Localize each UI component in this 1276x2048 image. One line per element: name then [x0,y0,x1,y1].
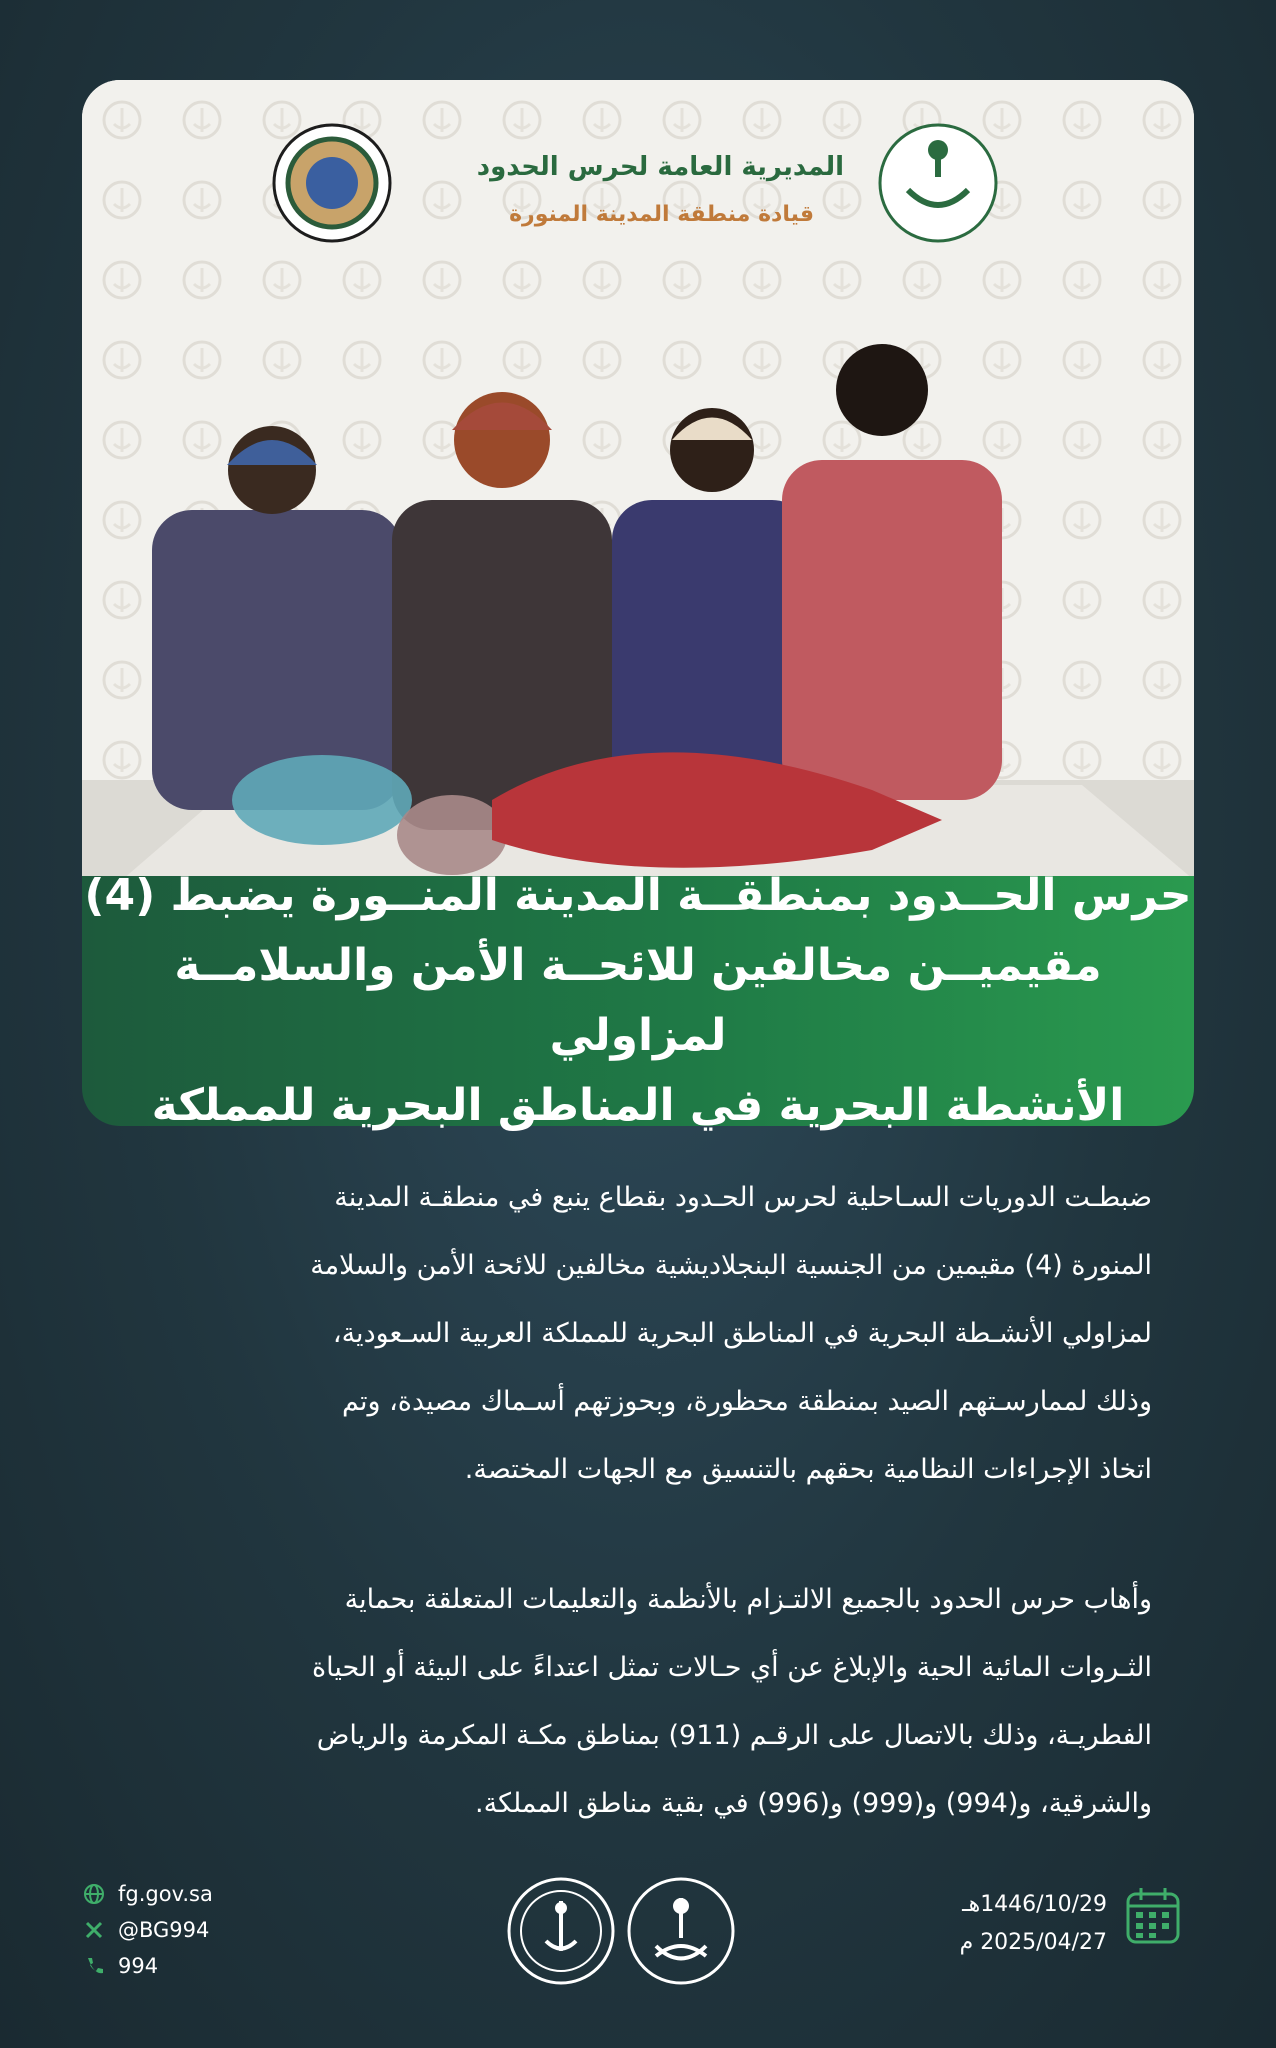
headline-line-2: مقيميــن مخالفين للائحــة الأمن والسلامــة لمزاولي [174,940,1102,1061]
phone-row[interactable] [82,1948,213,1984]
body-p1-line-4: وذلك لممارسـتهم الصيد بمنطقة محظورة، وبحوزتهم أسـماك مصيدة، وتم [341,1386,1152,1417]
website-link[interactable]: fg.gov.sa [118,1882,213,1906]
social-handle[interactable]: @BG994 [118,1918,210,1942]
border-guard-logo [274,125,390,241]
social-row[interactable] [82,1912,213,1948]
fish-bag-1 [232,755,412,845]
border-guard-emblem [506,1876,616,1986]
date-hijri: 1446/10/29هـ [962,1892,1107,1917]
headline-banner [82,870,1194,1131]
body-p1-line-3: لمزاولي الأنشـطة البحرية في المناطق البحرية للمملكة العربية السـعودية، [332,1318,1152,1349]
dates [960,1886,1107,1962]
photo-scene [82,80,1194,880]
calendar-icon [1125,1886,1181,1946]
body-p2-line-1: وأهاب حرس الحدود بالجميع الالتـزام بالأنظمة والتعليمات المتعلقة بحماية [344,1584,1152,1615]
x-icon [82,1918,106,1942]
body-p2-line-3: الفطريـة، وذلك بالاتصال على الرقـم (911) بمناطق مكـة المكرمة والرياض [316,1720,1152,1751]
date-block [881,1886,1181,1966]
phone-icon [82,1954,106,1978]
body-paragraph-1 [120,1164,1152,1504]
org-subtitle: قيادة منطقة المدينة المنورة [509,202,814,227]
body-p1-line-1: ضبطـت الدوريات السـاحلية لحرس الحـدود بقطاع ينبع في منطقـة المدينة [334,1182,1152,1213]
saudi-emblem-logo [880,125,996,241]
contact-info [82,1876,213,1984]
globe-icon [82,1882,106,1906]
headline-line-1: حرس الحــدود بمنطقــة المدينة المنــورة يضبط (4) [84,870,1192,921]
news-photo [82,80,1194,880]
body-p1-line-2: المنورة (4) مقيمين من الجنسية البنجلاديشية مخالفين للائحة الأمن والسلامة [310,1250,1152,1281]
website-row[interactable] [82,1876,213,1912]
headline-line-3: الأنشطة البحرية في المناطق البحرية للمملكة [151,1080,1125,1131]
body-p2-line-4: والشرقية، و(994) و(999) و(996) في بقية مناطق المملكة. [475,1788,1152,1819]
body-p1-line-5: اتخاذ الإجراءات النظامية بحقهم بالتنسيق مع الجهات المختصة. [464,1454,1152,1485]
org-title: المديرية العامة لحرس الحدود [476,152,844,182]
date-gregorian: 2025/04/27 م [959,1930,1107,1955]
body-p2-line-2: الثـروات المائية الحية والإبلاغ عن أي حـالات تمثل اعتداءً على البيئة أو الحياة [312,1652,1152,1683]
body-paragraph-2 [120,1566,1152,1838]
phone-number[interactable]: 994 [118,1954,159,1978]
saudi-emblem [626,1876,736,1986]
